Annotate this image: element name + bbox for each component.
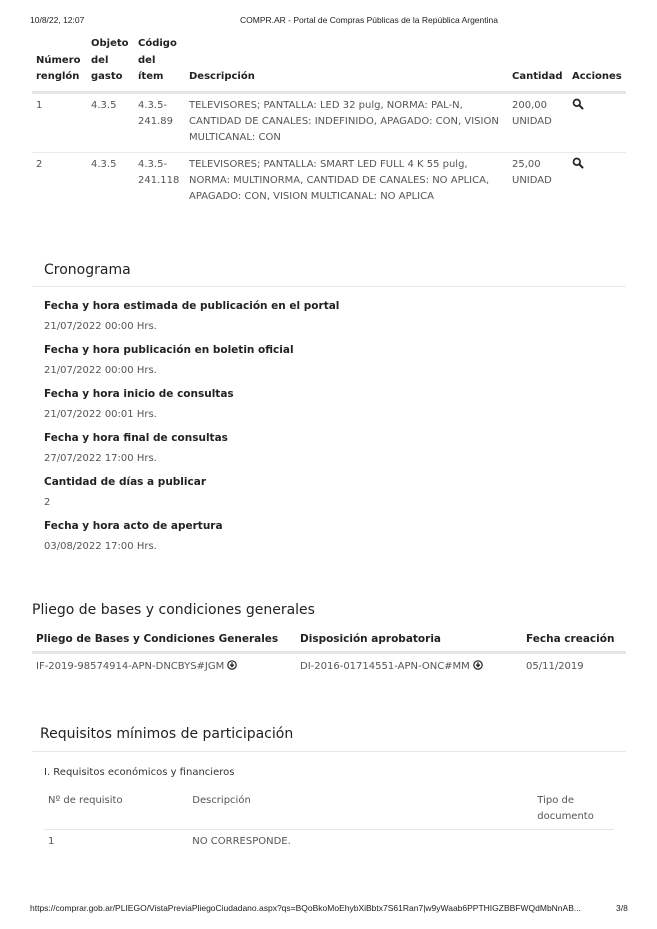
requisitos-table <box>44 793 614 854</box>
cell-codigo: 4.3.5- 241.118 <box>138 158 180 186</box>
header-pliego: Pliego de Bases y Condiciones Generales <box>32 630 296 653</box>
cronograma-item <box>44 387 624 422</box>
page-number: 3/8 <box>616 903 628 913</box>
divider <box>32 751 626 752</box>
cronograma-item <box>44 475 624 510</box>
print-datetime: 10/8/22, 12:07 <box>30 15 85 25</box>
cronograma-item <box>44 519 624 554</box>
cell-numero: 1 <box>32 92 87 152</box>
cronograma-label: Fecha y hora acto de apertura <box>44 520 223 532</box>
cell-cantidad: 200,00 UNIDAD <box>508 92 568 152</box>
search-icon[interactable] <box>572 98 584 110</box>
pliego-link[interactable]: IF-2019-98574914-APN-DNCBYS#JGM <box>36 661 225 672</box>
header-tipo-documento: Tipo de documento <box>533 793 614 830</box>
requisitos-subtitle: I. Requisitos económicos y financieros <box>44 767 235 778</box>
cell-descripcion: TELEVISORES; PANTALLA: LED 32 pulg, NORMA: PAL-N, CANTIDAD DE CANALES: INDEFINIDO, APAGADO: CON, VISION MULTICANAL: CON <box>185 92 508 152</box>
cronograma-value: 27/07/2022 17:00 Hrs. <box>44 453 157 464</box>
table-row <box>44 830 614 855</box>
cronograma-list <box>44 299 624 563</box>
cell-cantidad: 25,00 UNIDAD <box>512 158 552 186</box>
cronograma-item <box>44 343 624 378</box>
cronograma-value: 03/08/2022 17:00 Hrs. <box>44 541 157 552</box>
header-codigo-item: Código del ítem <box>134 36 185 92</box>
requisitos-title: Requisitos mínimos de participación <box>40 726 294 742</box>
table-row <box>32 92 626 152</box>
cell-disposicion <box>296 653 522 681</box>
cronograma-label: Fecha y hora inicio de consultas <box>44 388 234 400</box>
cronograma-value: 2 <box>44 497 51 508</box>
divider <box>32 286 626 287</box>
print-page-title: COMPR.AR - Portal de Compras Públicas de la República Argentina <box>240 15 498 25</box>
cell-acciones <box>568 92 626 152</box>
cronograma-value: 21/07/2022 00:00 Hrs. <box>44 365 157 376</box>
download-icon[interactable] <box>227 660 237 670</box>
header-numero-renglon: Número renglón <box>32 36 87 92</box>
cell-numero: 2 <box>36 158 43 170</box>
pliego-header-row <box>32 630 626 653</box>
header-objeto-gasto: Objeto del gasto <box>87 36 134 92</box>
cronograma-item <box>44 431 624 466</box>
disposicion-link[interactable]: DI-2016-01714551-APN-ONC#MM <box>300 661 470 672</box>
search-icon[interactable] <box>572 157 584 169</box>
cell-numero: 1 <box>48 836 55 847</box>
cronograma-label: Fecha y hora final de consultas <box>44 432 228 444</box>
download-icon[interactable] <box>473 660 483 670</box>
cronograma-value: 21/07/2022 00:00 Hrs. <box>44 321 157 332</box>
cell-codigo: 4.3.5- 241.89 <box>134 92 185 152</box>
cronograma-label: Cantidad de días a publicar <box>44 476 206 488</box>
requisitos-header-row <box>44 793 614 830</box>
table-row <box>32 152 626 211</box>
print-url: https://comprar.gob.ar/PLIEGO/VistaPreviaPliegoCiudadano.aspx?qs=BQoBkoMoEhybXiBbtx7S61Ran7|w9yWaab6PPTHIGZBBFWQdMbNnAB... <box>30 903 581 913</box>
cell-objeto: 4.3.5 <box>87 92 134 152</box>
cronograma-label: Fecha y hora estimada de publicación en el portal <box>44 300 340 312</box>
cell-fecha: 05/11/2019 <box>526 661 584 672</box>
cronograma-label: Fecha y hora publicación en boletin oficial <box>44 344 294 356</box>
cell-tipo <box>533 830 614 855</box>
pliego-table <box>32 630 626 680</box>
header-descripcion: Descripción <box>188 793 533 830</box>
header-acciones: Acciones <box>568 36 626 92</box>
header-fecha-creacion: Fecha creación <box>522 630 626 653</box>
cell-descripcion: NO CORRESPONDE. <box>192 836 291 847</box>
cronograma-title: Cronograma <box>44 262 131 278</box>
cronograma-value: 21/07/2022 00:01 Hrs. <box>44 409 157 420</box>
cell-objeto: 4.3.5 <box>91 158 117 170</box>
header-cantidad: Cantidad <box>508 36 568 92</box>
cell-acciones <box>568 152 626 211</box>
header-numero-requisito: Nº de requisito <box>44 793 188 830</box>
cell-descripcion: TELEVISORES; PANTALLA: SMART LED FULL 4 K 55 pulg, NORMA: MULTINORMA, CANTIDAD DE CANALES: NO APLICA, APAGADO: CON, VISION MULTICANAL: NO APLICA <box>189 158 490 202</box>
table-row <box>32 653 626 681</box>
items-table-header-row <box>32 36 626 92</box>
header-descripcion: Descripción <box>185 36 508 92</box>
header-disposicion: Disposición aprobatoria <box>296 630 522 653</box>
items-table <box>32 36 626 211</box>
cronograma-item <box>44 299 624 334</box>
pliego-title: Pliego de bases y condiciones generales <box>32 602 315 618</box>
cell-pliego <box>32 653 296 681</box>
print-header <box>0 15 657 27</box>
